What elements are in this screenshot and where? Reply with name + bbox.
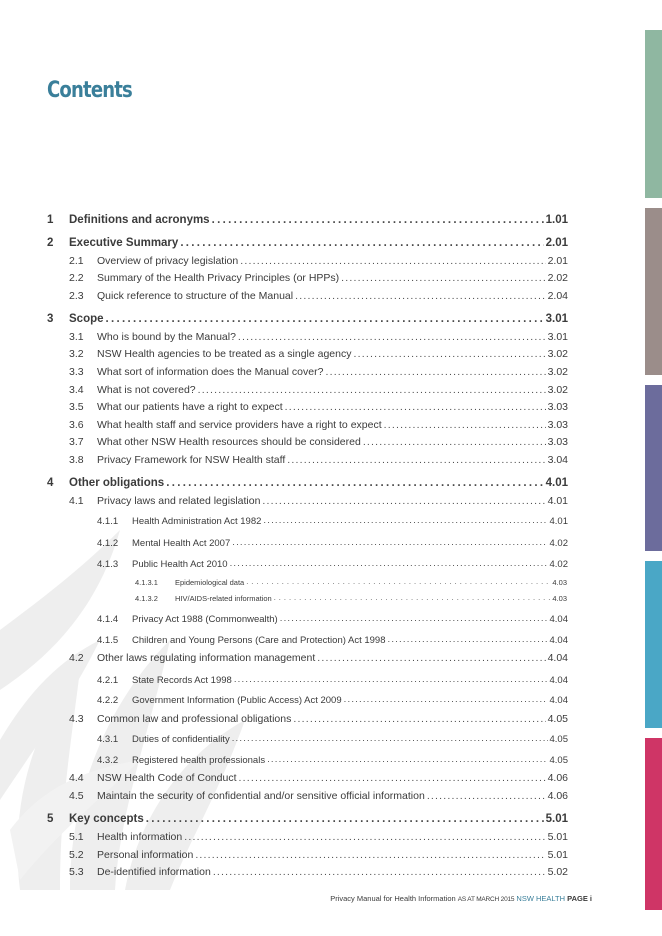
toc-entry-number: 4.3.1 xyxy=(97,733,119,745)
toc-entry-label: What our patients have a right to expect xyxy=(97,401,283,413)
toc-entry-number: 4.1.3.2 xyxy=(135,593,158,603)
toc-entry-page: 4.04 xyxy=(547,652,568,664)
toc-entry-label: Health information xyxy=(97,831,183,843)
toc-entry-label: Privacy Framework for NSW Health staff xyxy=(97,454,286,466)
toc-entry-label: Quick reference to structure of the Manual xyxy=(97,290,294,302)
toc-leader-dots xyxy=(240,253,545,269)
toc-entry-label: Scope xyxy=(69,313,104,325)
toc-leader-dots xyxy=(166,475,543,491)
page-title: Contents xyxy=(47,78,132,103)
toc-entry[interactable] xyxy=(0,399,662,415)
toc-entry-page: 4.04 xyxy=(549,634,568,646)
toc-entry-label: Common law and professional obligations xyxy=(97,713,292,725)
toc-leader-dots xyxy=(295,288,545,304)
toc-entry[interactable] xyxy=(0,364,662,380)
toc-entry-number: 3.7 xyxy=(69,436,84,448)
toc-entry[interactable] xyxy=(0,590,662,606)
toc-entry-page: 4.01 xyxy=(549,515,568,527)
toc-entry-label: Other obligations xyxy=(69,477,165,489)
toc-entry-page: 3.01 xyxy=(545,313,568,325)
toc-leader-dots xyxy=(274,590,551,606)
toc-entry-page: 3.03 xyxy=(547,419,568,431)
toc-entry-page: 4.03 xyxy=(552,593,567,603)
toc-entry-page: 5.01 xyxy=(547,831,568,843)
toc-entry-page: 4.05 xyxy=(549,733,568,745)
toc-entry-number: 2.1 xyxy=(69,255,84,267)
toc-entry-number: 5.3 xyxy=(69,866,84,878)
toc-entry-number: 4.2.2 xyxy=(97,694,119,706)
toc-entry[interactable] xyxy=(0,811,662,827)
toc-entry-label: Overview of privacy legislation xyxy=(97,255,239,267)
toc-entry[interactable] xyxy=(0,452,662,468)
toc-entry[interactable] xyxy=(0,346,662,362)
toc-entry[interactable] xyxy=(0,692,662,708)
toc-entry-label: Maintain the security of confidential and/or sensitive official information xyxy=(97,790,425,802)
toc-entry-number: 4.3 xyxy=(69,713,84,725)
toc-entry[interactable] xyxy=(0,788,662,804)
toc-leader-dots xyxy=(341,270,545,286)
toc-entry[interactable] xyxy=(0,611,662,627)
page-footer xyxy=(330,894,592,903)
toc-leader-dots xyxy=(212,212,544,228)
toc-entry[interactable] xyxy=(0,329,662,345)
toc-entry-label: Government Information (Public Access) Act 2009 xyxy=(132,694,342,706)
toc-entry-label: Privacy laws and related legislation xyxy=(97,495,261,507)
toc-entry[interactable] xyxy=(0,434,662,450)
toc-entry-label: Definitions and acronyms xyxy=(69,214,210,226)
toc-leader-dots xyxy=(363,434,546,450)
toc-entry-page: 4.05 xyxy=(547,713,568,725)
toc-entry[interactable] xyxy=(0,382,662,398)
toc-entry[interactable] xyxy=(0,311,662,327)
toc-entry-page: 5.02 xyxy=(547,866,568,878)
footer-page-number: PAGE i xyxy=(567,894,592,903)
toc-leader-dots xyxy=(267,752,547,768)
toc-leader-dots xyxy=(195,847,545,863)
toc-entry-number: 4.1.4 xyxy=(97,613,119,625)
toc-leader-dots xyxy=(184,829,545,845)
toc-entry-page: 3.02 xyxy=(547,348,568,360)
toc-entry-number: 4.2.1 xyxy=(97,674,119,686)
toc-entry-page: 5.01 xyxy=(545,813,568,825)
toc-leader-dots xyxy=(388,632,548,648)
toc-entry-number: 4.1.3 xyxy=(97,558,119,570)
toc-entry[interactable] xyxy=(0,711,662,727)
toc-leader-dots xyxy=(106,311,544,327)
toc-entry-label: What is not covered? xyxy=(97,384,196,396)
toc-entry-page: 3.03 xyxy=(547,401,568,413)
toc-entry-number: 3.6 xyxy=(69,419,84,431)
toc-entry-number: 5.1 xyxy=(69,831,84,843)
toc-entry-number: 4.1.5 xyxy=(97,634,119,646)
toc-entry-label: Children and Young Persons (Care and Protection) Act 1998 xyxy=(132,634,386,646)
toc-entry[interactable] xyxy=(0,847,662,863)
toc-entry-label: Duties of confidentiality xyxy=(132,733,230,745)
toc-entry-number: 3.8 xyxy=(69,454,84,466)
toc-leader-dots xyxy=(232,535,547,551)
toc-entry[interactable] xyxy=(0,493,662,509)
toc-entry-number: 4.5 xyxy=(69,790,84,802)
toc-entry[interactable] xyxy=(0,535,662,551)
toc-entry[interactable] xyxy=(0,417,662,433)
toc-entry[interactable] xyxy=(0,770,662,786)
toc-entry-page: 2.01 xyxy=(545,237,568,249)
toc-entry-page: 1.01 xyxy=(545,214,568,226)
toc-entry[interactable] xyxy=(0,752,662,768)
toc-entry[interactable] xyxy=(0,556,662,572)
toc-leader-dots xyxy=(180,235,543,251)
toc-entry-number: 4 xyxy=(47,477,54,489)
footer-brand: NSW HEALTH xyxy=(516,894,566,903)
toc-entry-page: 3.02 xyxy=(547,366,568,378)
toc-entry-label: What sort of information does the Manual cover? xyxy=(97,366,324,378)
toc-leader-dots xyxy=(246,574,550,590)
toc-entry-page: 2.02 xyxy=(547,272,568,284)
toc-leader-dots xyxy=(262,493,545,509)
toc-entry-page: 4.05 xyxy=(549,754,568,766)
toc-entry-number: 4.4 xyxy=(69,772,84,784)
toc-leader-dots xyxy=(384,417,546,433)
toc-entry-label: Key concepts xyxy=(69,813,144,825)
toc-entry-page: 4.06 xyxy=(547,790,568,802)
toc-entry-label: Public Health Act 2010 xyxy=(132,558,228,570)
toc-leader-dots xyxy=(146,811,544,827)
toc-leader-dots xyxy=(238,770,545,786)
toc-entry-number: 5 xyxy=(47,813,54,825)
toc-leader-dots xyxy=(344,692,548,708)
toc-entry-number: 4.1.1 xyxy=(97,515,119,527)
toc-entry-number: 4.3.2 xyxy=(97,754,119,766)
toc-entry-page: 4.04 xyxy=(549,674,568,686)
toc-entry-number: 2.3 xyxy=(69,290,84,302)
toc-entry-page: 4.06 xyxy=(547,772,568,784)
toc-entry-page: 5.01 xyxy=(547,849,568,861)
toc-entry-page: 2.01 xyxy=(547,255,568,267)
toc-entry-label: NSW Health Code of Conduct xyxy=(97,772,237,784)
toc-leader-dots xyxy=(198,382,546,398)
toc-entry[interactable] xyxy=(0,288,662,304)
toc-entry-page: 4.01 xyxy=(545,477,568,489)
toc-entry-label: De-identified information xyxy=(97,866,211,878)
toc-entry-page: 4.03 xyxy=(552,577,567,587)
toc-entry-label: State Records Act 1998 xyxy=(132,674,232,686)
toc-entry-page: 4.02 xyxy=(549,558,568,570)
toc-entry-label: Health Administration Act 1982 xyxy=(132,515,262,527)
toc-entry-number: 4.1 xyxy=(69,495,84,507)
footer-as-at: AS AT MARCH 2015 xyxy=(457,896,515,903)
toc-entry-page: 4.01 xyxy=(547,495,568,507)
toc-leader-dots xyxy=(280,611,548,627)
toc-entry[interactable] xyxy=(0,864,662,880)
toc-entry-label: Privacy Act 1988 (Commonwealth) xyxy=(132,613,278,625)
toc-entry-page: 4.04 xyxy=(549,694,568,706)
toc-leader-dots xyxy=(353,346,545,362)
toc-entry[interactable] xyxy=(0,513,662,529)
toc-entry-number: 3.4 xyxy=(69,384,84,396)
toc-entry[interactable] xyxy=(0,235,662,251)
toc-leader-dots xyxy=(325,364,545,380)
toc-entry-page: 3.03 xyxy=(547,436,568,448)
toc-entry[interactable] xyxy=(0,829,662,845)
toc-entry-number: 3.3 xyxy=(69,366,84,378)
toc-entry-label: Epidemiological data xyxy=(175,577,245,587)
toc-entry-number: 4.2 xyxy=(69,652,84,664)
toc-entry-number: 3.5 xyxy=(69,401,84,413)
toc-leader-dots xyxy=(232,731,548,747)
toc-entry-label: NSW Health agencies to be treated as a single agency xyxy=(97,348,352,360)
toc-entry[interactable] xyxy=(0,672,662,688)
toc-entry-page: 2.04 xyxy=(547,290,568,302)
toc-entry-label: Registered health professionals xyxy=(132,754,266,766)
toc-entry-label: Summary of the Health Privacy Principles (or HPPs) xyxy=(97,272,340,284)
toc-entry-page: 4.04 xyxy=(549,613,568,625)
toc-entry[interactable] xyxy=(0,574,662,590)
toc-entry-page: 3.02 xyxy=(547,384,568,396)
toc-entry-label: HIV/AIDS-related information xyxy=(175,593,272,603)
toc-entry-number: 4.1.2 xyxy=(97,537,119,549)
toc-leader-dots xyxy=(263,513,547,529)
toc-leader-dots xyxy=(287,452,545,468)
toc-entry-number: 3 xyxy=(47,313,54,325)
toc-entry-page: 3.01 xyxy=(547,331,568,343)
toc-entry-number: 2 xyxy=(47,237,54,249)
toc-entry[interactable] xyxy=(0,650,662,666)
toc-entry-label: Mental Health Act 2007 xyxy=(132,537,231,549)
toc-entry[interactable] xyxy=(0,475,662,491)
toc-entry-label: What other NSW Health resources should be considered xyxy=(97,436,361,448)
toc-entry-page: 4.02 xyxy=(549,537,568,549)
toc-entry-label: Executive Summary xyxy=(69,237,179,249)
toc-entry[interactable] xyxy=(0,212,662,228)
toc-entry-label: What health staff and service providers have a right to expect xyxy=(97,419,382,431)
toc-entry-label: Personal information xyxy=(97,849,194,861)
toc-entry-number: 4.1.3.1 xyxy=(135,577,158,587)
toc-leader-dots xyxy=(427,788,546,804)
toc-entry-page: 3.04 xyxy=(547,454,568,466)
toc-leader-dots xyxy=(317,650,545,666)
toc-leader-dots xyxy=(213,864,546,880)
toc-entry-number: 1 xyxy=(47,214,54,226)
toc-leader-dots xyxy=(293,711,545,727)
footer-doc-title: Privacy Manual for Health Information xyxy=(330,894,456,903)
toc-leader-dots xyxy=(230,556,548,572)
toc-entry-label: Other laws regulating information management xyxy=(97,652,316,664)
toc-entry[interactable] xyxy=(0,632,662,648)
toc-entry-number: 3.1 xyxy=(69,331,84,343)
toc-entry[interactable] xyxy=(0,270,662,286)
toc-entry-number: 3.2 xyxy=(69,348,84,360)
toc-entry-number: 5.2 xyxy=(69,849,84,861)
toc-leader-dots xyxy=(234,672,548,688)
toc-entry-number: 2.2 xyxy=(69,272,84,284)
toc-entry[interactable] xyxy=(0,731,662,747)
toc-leader-dots xyxy=(238,329,546,345)
toc-entry-label: Who is bound by the Manual? xyxy=(97,331,236,343)
toc-entry[interactable] xyxy=(0,253,662,269)
toc-leader-dots xyxy=(285,399,546,415)
